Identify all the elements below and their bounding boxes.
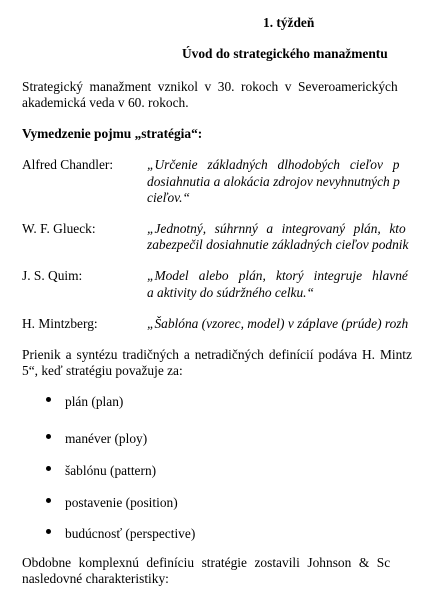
week-heading: 1. týždeň xyxy=(263,15,315,30)
definition-quote-line: cieľov.“ xyxy=(147,190,190,205)
definition-author: H. Mintzberg: xyxy=(22,316,98,331)
intro-line-1: Strategický manažment vznikol v 30. rokoch v Severoamerických xyxy=(22,79,398,94)
definition-author: J. S. Quim: xyxy=(22,268,83,283)
bullet-icon xyxy=(46,498,51,503)
bullet-item: manéver (ploy) xyxy=(65,431,148,446)
bullet-item: budúcnosť (perspective) xyxy=(65,526,196,541)
definition-quote-line: „Model alebo plán, ktorý integruje hlavné xyxy=(147,268,408,283)
closing-line-1: Obdobne komplexnú definíciu stratégie zostavili Johnson & Sc xyxy=(22,555,391,570)
synthesis-line-1: Prienik a syntézu tradičných a netradičných definícií podáva H. Mintz xyxy=(22,347,412,362)
definition-author: W. F. Glueck: xyxy=(22,221,96,236)
bullet-icon xyxy=(46,434,51,439)
definition-quote-line: „Šablóna (vzorec, model) v záplave (prúde) rozh xyxy=(147,316,409,331)
section-heading: Vymedzenie pojmu „stratégia“: xyxy=(22,126,203,141)
definition-quote-line: „Určenie základných dlhodobých cieľov p xyxy=(147,157,400,172)
bullet-item: šablónu (pattern) xyxy=(65,463,157,478)
definition-quote-line: zabezpečil dosiahnutie základných cieľov podnik xyxy=(147,237,409,252)
bullet-icon xyxy=(46,529,51,534)
bullet-item: postavenie (position) xyxy=(65,495,178,510)
page-title: Úvod do strategického manažmentu xyxy=(182,46,388,61)
closing-line-2: nasledovné charakteristiky: xyxy=(22,571,169,586)
bullet-icon xyxy=(46,466,51,471)
definition-quote-line: dosiahnutia a alokácia zdrojov nevyhnutných p xyxy=(147,174,400,189)
bullet-icon xyxy=(46,397,51,402)
definition-author: Alfred Chandler: xyxy=(22,157,114,172)
synthesis-line-2: 5“, keď stratégiu považuje za: xyxy=(22,363,183,378)
definition-quote-line: a aktivity do súdržného celku.“ xyxy=(147,285,314,300)
bullet-item: plán (plan) xyxy=(65,394,124,409)
definition-quote-line: „Jednotný, súhrnný a integrovaný plán, kto xyxy=(147,221,406,236)
intro-line-2: akademická veda v 60. rokoch. xyxy=(22,95,189,110)
